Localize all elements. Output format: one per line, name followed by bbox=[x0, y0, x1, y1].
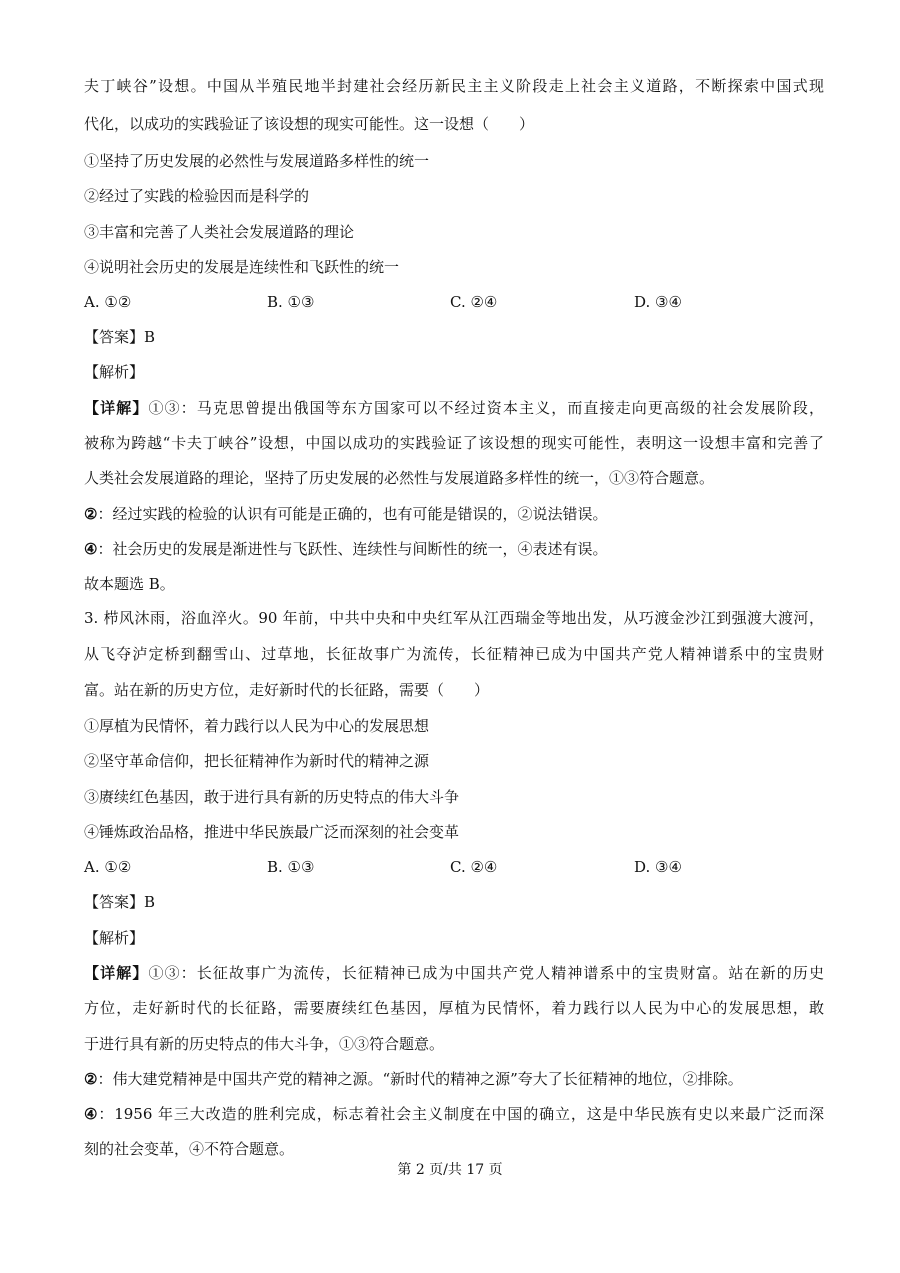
q2-detail-tag: ② bbox=[84, 505, 98, 523]
q3-answer: 【答案】B bbox=[84, 893, 156, 911]
q3-detail-line: 刻的社会变革，④不符合题意。 bbox=[84, 1140, 295, 1158]
q3-detail-line bbox=[84, 1104, 824, 1126]
q3-item-1: ①厚植为民情怀，着力践行以人民为中心的发展思想 bbox=[84, 717, 430, 735]
q2-detail-tag: 【详解】 bbox=[84, 399, 149, 417]
q2-option-b: B. ①③ bbox=[267, 293, 315, 311]
q3-option-a: A. ①② bbox=[84, 858, 132, 876]
q3-detail-tag: ④ bbox=[84, 1105, 99, 1123]
q2-detail-text: ：经过实践的检验的认识有可能是正确的，也有可能是错误的，②说法错误。 bbox=[97, 505, 608, 523]
q2-item-4: ④说明社会历史的发展是连续性和飞跃性的统一 bbox=[84, 258, 400, 276]
q3-detail-text: ：伟大建党精神是中国共产党的精神之源。“新时代的精神之源”夸大了长征精神的地位，②排除。 bbox=[97, 1070, 743, 1088]
q3-analysis-label: 【解析】 bbox=[84, 929, 145, 947]
q3-detail-line bbox=[84, 963, 824, 985]
q3-options bbox=[84, 857, 824, 879]
q2-analysis-label: 【解析】 bbox=[84, 363, 145, 381]
q2-stem-line: 夫丁峡谷”设想。中国从半殖民地半封建社会经历新民主主义阶段走上社会主义道路，不断探索中国式现 bbox=[84, 77, 824, 95]
q2-detail-line bbox=[84, 504, 824, 526]
q3-item-3: ③赓续红色基因，敢于进行具有新的历史特点的伟大斗争 bbox=[84, 788, 460, 806]
q2-detail-line: 人类社会发展道路的理论，坚持了历史发展的必然性与发展道路多样性的统一，①③符合题意。 bbox=[84, 469, 715, 487]
q2-item-1: ①坚持了历史发展的必然性与发展道路多样性的统一 bbox=[84, 152, 430, 170]
q3-item-4: ④锤炼政治品格，推进中华民族最广泛而深刻的社会变革 bbox=[84, 823, 460, 841]
q2-conclusion: 故本题选 B。 bbox=[84, 575, 175, 593]
q2-options bbox=[84, 292, 824, 314]
q3-detail-text: ：1956 年三大改造的胜利完成，标志着社会主义制度在中国的确立，这是中华民族有史以来最广泛而深 bbox=[98, 1105, 824, 1123]
q2-option-a: A. ①② bbox=[84, 293, 132, 311]
q2-detail-tag: ④ bbox=[84, 540, 98, 558]
q3-detail-line: 于进行具有新的历史特点的伟大斗争，①③符合题意。 bbox=[84, 1035, 445, 1053]
page-footer: 第 2 页/共 17 页 bbox=[397, 1162, 503, 1178]
q3-option-d: D. ③④ bbox=[634, 858, 682, 876]
q3-stem-line: 3. 栉风沐雨，浴血淬火。90 年前，中共中央和中央红军从江西瑞金等地出发，从巧渡金沙江到强渡大渡河， bbox=[84, 609, 824, 627]
q2-answer: 【答案】B bbox=[84, 328, 156, 346]
q2-option-c: C. ②④ bbox=[450, 293, 498, 311]
q3-detail-tag: 【详解】 bbox=[84, 964, 149, 982]
q2-option-d: D. ③④ bbox=[634, 293, 682, 311]
q3-detail-line bbox=[84, 1069, 824, 1091]
q3-option-b: B. ①③ bbox=[267, 858, 315, 876]
q3-option-c: C. ②④ bbox=[450, 858, 498, 876]
q2-detail-text: ：社会历史的发展是渐进性与飞跃性、连续性与间断性的统一，④表述有误。 bbox=[97, 540, 608, 558]
q2-detail-line: 被称为跨越“卡夫丁峡谷”设想，中国以成功的实践验证了该设想的现实可能性，表明这一设想丰富和完善了 bbox=[84, 434, 824, 452]
q2-detail-line bbox=[84, 398, 824, 420]
q2-stem-line: 代化，以成功的实践验证了该设想的现实可能性。这一设想（ ） bbox=[84, 115, 535, 133]
q3-detail-text: ①③：长征故事广为流传，长征精神已成为中国共产党人精神谱系中的宝贵财富。站在新的历史 bbox=[148, 964, 824, 982]
q3-item-2: ②坚守革命信仰，把长征精神作为新时代的精神之源 bbox=[84, 752, 430, 770]
q2-detail-line bbox=[84, 539, 824, 561]
q3-detail-tag: ② bbox=[84, 1070, 98, 1088]
q3-stem-line: 从飞夺泸定桥到翻雪山、过草地，长征故事广为流传，长征精神已成为中国共产党人精神谱系中的宝贵财 bbox=[84, 645, 824, 663]
q3-stem-line: 富。站在新的历史方位，走好新时代的长征路，需要（ ） bbox=[84, 681, 490, 699]
q3-detail-line: 方位，走好新时代的长征路，需要赓续红色基因，厚植为民情怀，着力践行以人民为中心的发展思想，敢 bbox=[84, 999, 824, 1017]
q2-item-3: ③丰富和完善了人类社会发展道路的理论 bbox=[84, 223, 355, 241]
q2-item-2: ②经过了实践的检验因而是科学的 bbox=[84, 187, 310, 205]
q2-detail-text: ①③：马克思曾提出俄国等东方国家可以不经过资本主义，而直接走向更高级的社会发展阶段， bbox=[148, 399, 824, 417]
